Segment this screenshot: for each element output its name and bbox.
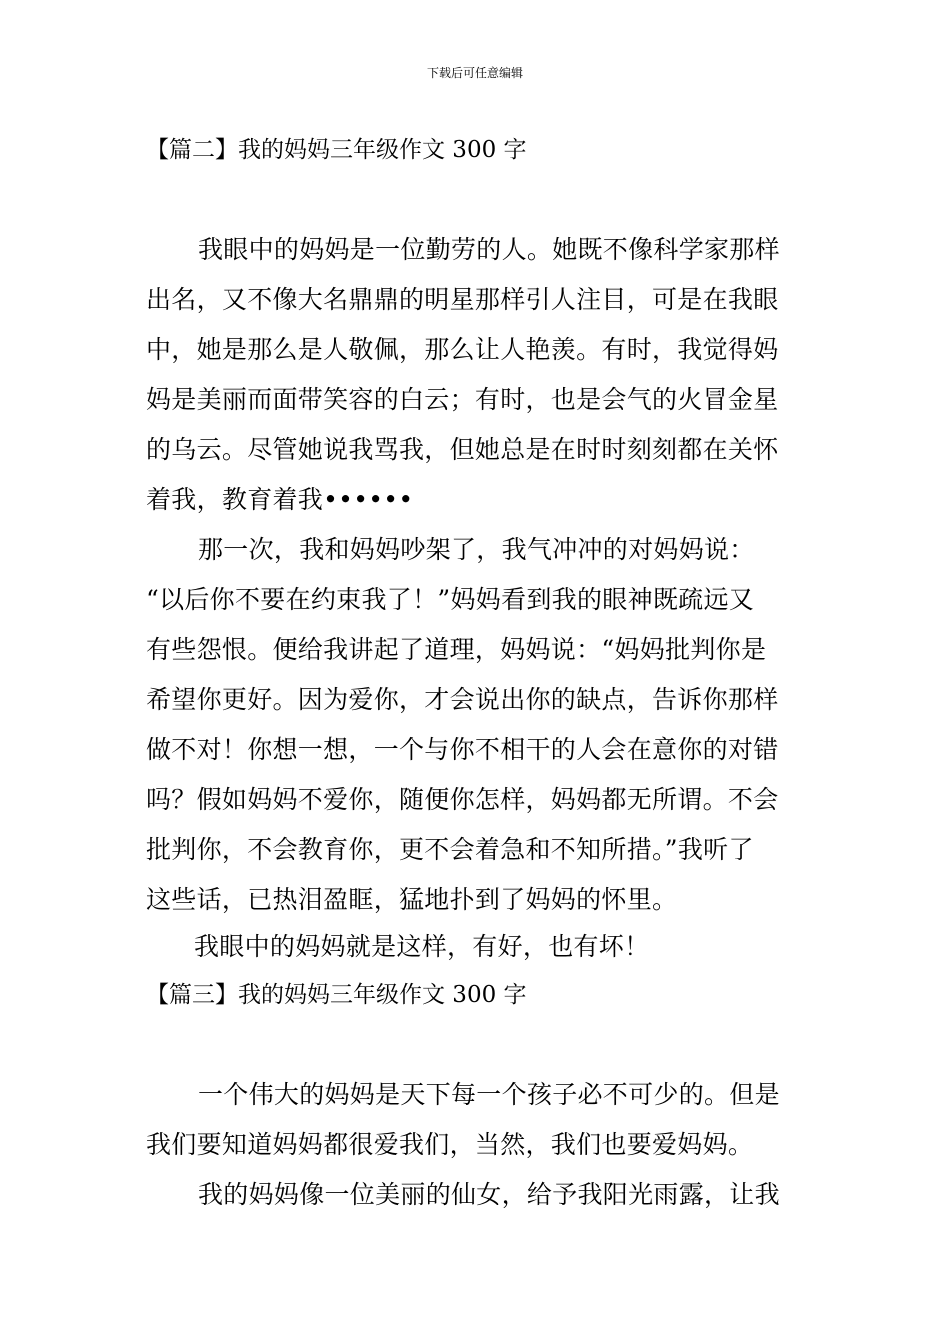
text-line: 批判你，不会教育你，更不会着急和不知所措。”我听了 xyxy=(146,835,754,864)
text-line: 我的妈妈像一位美丽的仙女，给予我阳光雨露，让我 xyxy=(198,1180,780,1209)
text-line: 我眼中的妈妈是一位勤劳的人。她既不像科学家那样 xyxy=(198,235,780,264)
text-line: 中，她是那么是人敬佩，那么让人艳羡。有时，我觉得妈 xyxy=(146,335,779,364)
section-3-paragraph-2 xyxy=(146,1170,806,1220)
text-line: 那一次，我和妈妈吵架了，我气冲冲的对妈妈说： xyxy=(198,535,755,564)
text-line: “以后你不要在约束我了！”妈妈看到我的眼神既疏远又 xyxy=(146,585,755,614)
text-line: 我们要知道妈妈都很爱我们，当然，我们也要爱妈妈。 xyxy=(146,1130,754,1159)
text-line: 做不对！你想一想，一个与你不相干的人会在意你的对错 xyxy=(146,735,779,764)
section-2-title: 【篇二】我的妈妈三年级作文 300 字 xyxy=(146,137,527,163)
page-header: 下载后可任意编辑 xyxy=(426,66,523,80)
text-line: 妈是美丽而面带笑容的白云；有时，也是会气的火冒金星 xyxy=(146,385,779,414)
section-2-paragraph-2 xyxy=(146,525,806,925)
section-2-paragraph-3 xyxy=(146,922,806,972)
text-line: 希望你更好。因为爱你，才会说出你的缺点，告诉你那样 xyxy=(146,685,779,714)
text-line: 着我，教育着我•••••• xyxy=(146,485,414,514)
text-line: 这些话，已热泪盈眶，猛地扑到了妈妈的怀里。 xyxy=(146,885,678,914)
text-line: 我眼中的妈妈就是这样，有好，也有坏！ xyxy=(194,932,650,961)
text-line: 有些怨恨。便给我讲起了道理，妈妈说：“妈妈批判你是 xyxy=(146,635,767,664)
text-line: 一个伟大的妈妈是天下每一个孩子必不可少的。但是 xyxy=(198,1080,780,1109)
section-3-title: 【篇三】我的妈妈三年级作文 300 字 xyxy=(146,982,527,1008)
text-line: 出名，又不像大名鼎鼎的明星那样引人注目，可是在我眼 xyxy=(146,285,779,314)
text-line: 吗？假如妈妈不爱你，随便你怎样，妈妈都无所谓。不会 xyxy=(146,785,779,814)
section-2-paragraph-1 xyxy=(146,225,806,525)
text-line: 的乌云。尽管她说我骂我，但她总是在时时刻刻都在关怀 xyxy=(146,435,779,464)
section-3-paragraph-1 xyxy=(146,1070,806,1170)
